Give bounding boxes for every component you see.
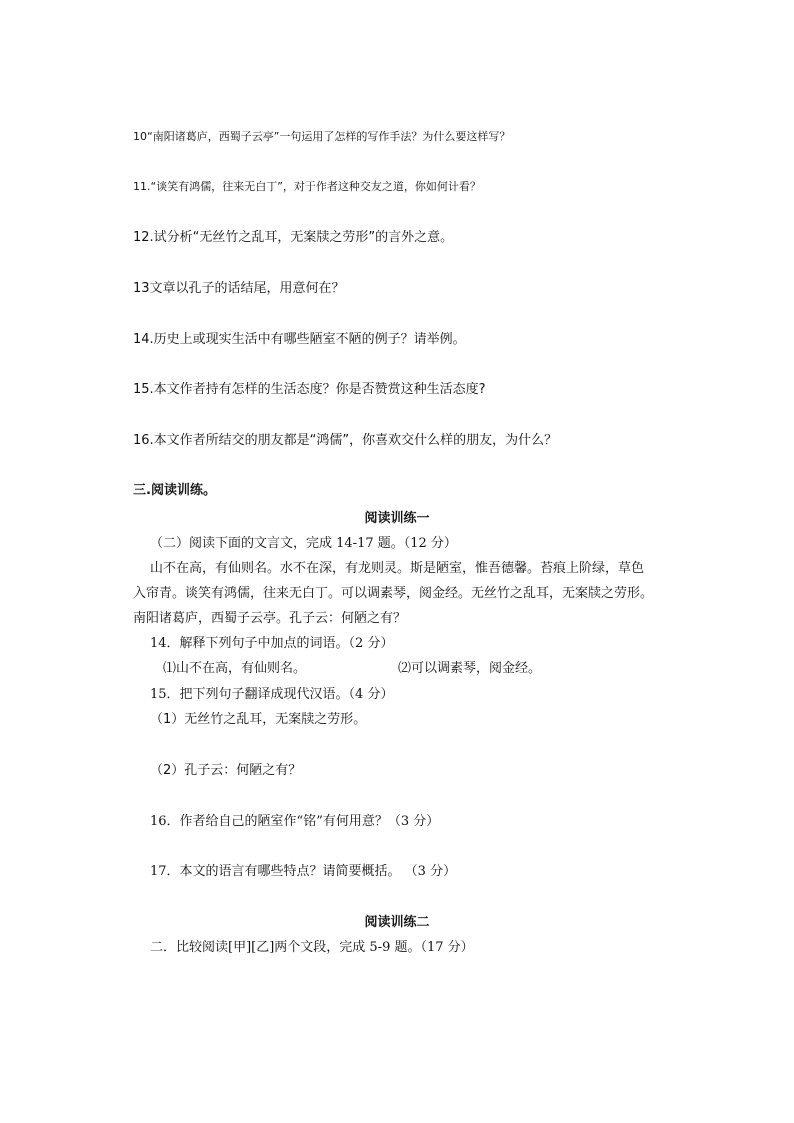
q13: 13文章以孔子的话结尾，用意何在？ <box>133 281 345 296</box>
q10: 10“南阳诸葛庐，西蜀子云亭”一句运用了怎样的写作手法？为什么要这样写？ <box>133 130 511 143</box>
t1-q15: 15．把下列句子翻译成现代汉语。（4 分） <box>150 687 394 702</box>
q11: 11.“谈笑有鸿儒，往来无白丁”，对于作者这种交友之道，你如何计看？ <box>133 180 481 193</box>
passage-line-3: 南阳诸葛庐，西蜀子云亭。孔子云：何陋之有？ <box>133 611 407 626</box>
passage-line-1: 山不在高，有仙则名。水不在深，有龙则灵。斯是陋室，惟吾德馨。苔痕上阶绿，草色 <box>150 561 645 576</box>
q15-reflection: 15.本文作者持有怎样的生活态度？你是否赞赏这种生活态度? <box>133 382 486 397</box>
t1-q15-item1: （1）无丝竹之乱耳，无案牍之劳形。 <box>150 712 367 727</box>
t1-q17: 17．本文的语言有哪些特点？请简要概括。 （3 分） <box>150 864 457 879</box>
q14-reflection: 14.历史上或现实生活中有哪些陋室不陋的例子？请举例。 <box>133 332 466 347</box>
training1-title: 阅读训练一 <box>364 511 430 526</box>
t1-q16: 16．作者给自己的陋室作“铭”有何用意？（3 分） <box>150 814 440 829</box>
t1-q14-item1: ⑴山不在高，有仙则名。 <box>163 661 307 676</box>
t1-q14: 14．解释下列句子中加点的词语。（2 分） <box>150 636 394 651</box>
q12: 12.试分析“无丝竹之乱耳，无案牍之劳形”的言外之意。 <box>133 230 454 245</box>
t1-q15-item2: （2）孔子云：何陋之有？ <box>150 763 302 778</box>
section-heading: 三.阅读训练。 <box>133 483 216 498</box>
passage-line-2: 入帘青。谈笑有鸿儒，往来无白丁。可以调素琴，阅金经。无丝竹之乱耳，无案牍之劳形。 <box>133 586 654 601</box>
training2-title: 阅读训练二 <box>364 915 430 930</box>
t1-q14-item2: ⑵可以调素琴，阅金经。 <box>398 661 542 676</box>
q16-reflection: 16.本文作者所结交的朋友都是“鸿儒”，你喜欢交什么样的朋友，为什么？ <box>133 433 558 448</box>
training1-intro: （二）阅读下面的文言文，完成 14-17 题。（12 分） <box>150 536 457 551</box>
training2-intro: 二．比较阅读[甲][乙]两个文段，完成 5-9 题。（17 分） <box>150 940 474 955</box>
